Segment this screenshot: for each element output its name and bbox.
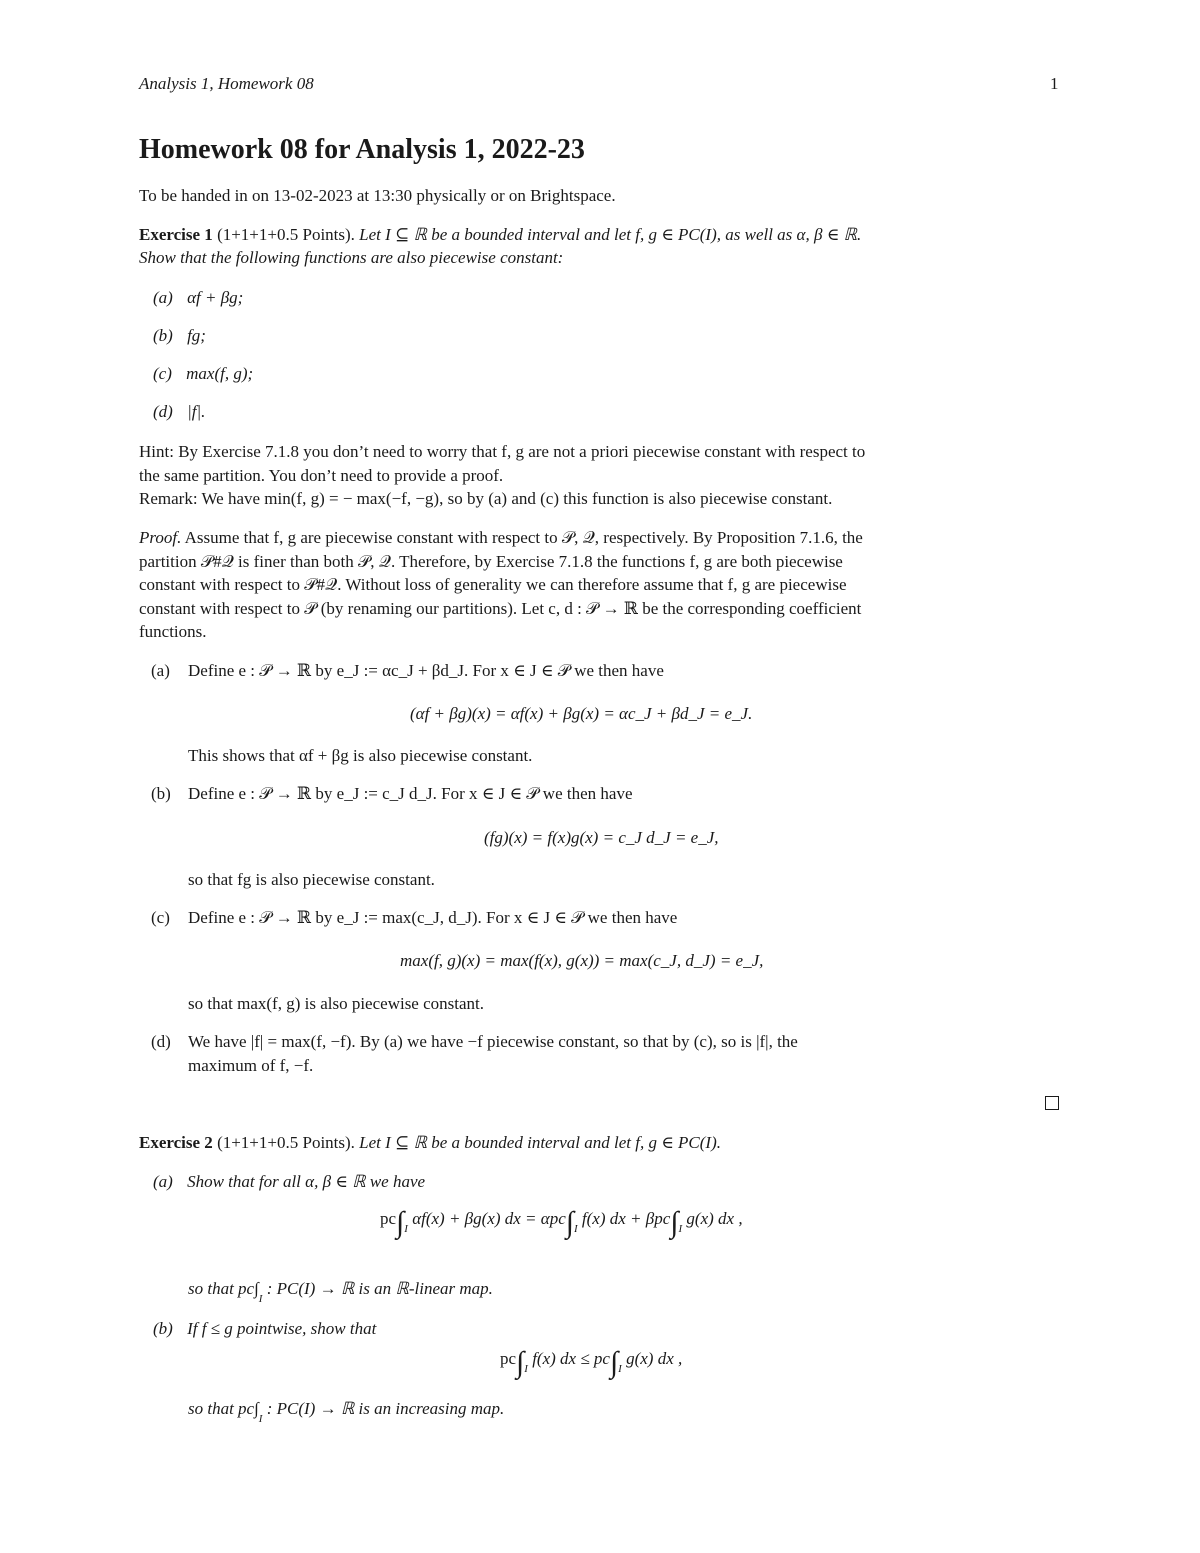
integral-domain: I xyxy=(678,1223,683,1235)
display-text: g(x) dx , xyxy=(686,1209,743,1228)
proof-item-c-label: (c) xyxy=(151,908,170,927)
after-text: : PC(I) → ℝ is an ℝ-linear map. xyxy=(266,1279,493,1298)
qed-square-icon xyxy=(1045,1096,1059,1110)
pc-text: pc xyxy=(380,1209,397,1228)
submission-note: To be handed in on 13-02-2023 at 13:30 physically or on Brightspace. xyxy=(139,186,616,205)
proof-line-2: partition 𝒫#𝒬 is finer than both 𝒫, 𝒬. Therefore, by Exercise 7.1.8 the functions f, g are both piecewise xyxy=(139,552,843,571)
integral-sign: ∫ xyxy=(396,1206,405,1239)
display-text: f(x) dx + βpc xyxy=(581,1209,671,1228)
exercise-2-b-after xyxy=(188,1399,504,1425)
item-label: (b) xyxy=(153,1319,173,1338)
proof-item-d-line2: maximum of f, −f. xyxy=(188,1056,314,1075)
display-text: g(x) dx , xyxy=(626,1349,683,1368)
display-text: f(x) dx ≤ pc xyxy=(532,1349,610,1368)
integral-sign: ∫ xyxy=(565,1206,574,1239)
proof-line-5: functions. xyxy=(139,622,207,641)
integral-domain: I xyxy=(524,1363,528,1375)
after-text: so that pc xyxy=(188,1399,255,1418)
exercise-1-item-b xyxy=(153,326,206,346)
running-head: Analysis 1, Homework 08 xyxy=(139,74,314,93)
integral-sign: ∫ xyxy=(670,1206,679,1239)
proof-line-1 xyxy=(139,528,863,548)
item-label: (c) xyxy=(153,364,172,383)
exercise-2-heading xyxy=(139,1133,721,1153)
proof-label: Proof. xyxy=(139,528,182,547)
proof-line-4: constant with respect to 𝒫 (by renaming our partitions). Let c, d : 𝒫 → ℝ be the corresponding coefficient xyxy=(139,599,862,618)
proof-item-b-after: so that fg is also piecewise constant. xyxy=(188,870,435,889)
exercise-2-label: Exercise 2 xyxy=(139,1133,213,1152)
integral-domain: I xyxy=(404,1223,408,1235)
exercise-1-item-a xyxy=(153,288,243,308)
hint-line-1: Hint: By Exercise 7.1.8 you don’t need to worry that f, g are not a priori piecewise constant with respect to xyxy=(139,442,866,461)
integral-domain: I xyxy=(258,1413,263,1425)
proof-item-a-after: This shows that αf + βg is also piecewise constant. xyxy=(188,746,533,765)
integral-sign: ∫ xyxy=(516,1346,525,1379)
integral-sign: ∫ xyxy=(609,1346,619,1379)
integral-domain: I xyxy=(618,1363,622,1375)
exercise-2-item-b xyxy=(153,1319,376,1339)
exercise-1-label: Exercise 1 xyxy=(139,225,213,244)
item-text: Show that for all α, β ∈ ℝ we have xyxy=(187,1172,426,1191)
item-text: fg; xyxy=(187,326,206,345)
proof-item-b-label: (b) xyxy=(151,784,171,803)
exercise-2-a-display xyxy=(380,1206,743,1240)
proof-line-3: constant with respect to 𝒫#𝒬. Without loss of generality we can therefore assume that f, g are piecewise xyxy=(139,575,847,594)
item-text: αf + βg; xyxy=(187,288,244,307)
proof-item-d-label: (d) xyxy=(151,1032,171,1051)
after-text: so that pc xyxy=(188,1279,255,1298)
proof-item-a-display: (αf + βg)(x) = αf(x) + βg(x) = αc_J + βd_J = e_J. xyxy=(410,704,753,723)
exercise-1-heading xyxy=(139,225,861,245)
exercise-2-item-a xyxy=(153,1172,425,1192)
item-label: (b) xyxy=(153,326,173,345)
exercise-1-statement-line1: Let I ⊆ ℝ be a bounded interval and let f, g ∈ PC(I), as well as α, β ∈ ℝ. xyxy=(359,225,862,244)
pc-text: pc xyxy=(500,1349,517,1368)
integral-sign: ∫ xyxy=(254,1399,259,1418)
exercise-1-statement-line2: Show that the following functions are also piecewise constant: xyxy=(139,248,564,267)
after-text: : PC(I) → ℝ is an increasing map. xyxy=(266,1399,505,1418)
remark: Remark: We have min(f, g) = − max(−f, −g), so by (a) and (c) this function is also piecewise constant. xyxy=(139,489,833,508)
proof-item-c-display: max(f, g)(x) = max(f(x), g(x)) = max(c_J, d_J) = e_J, xyxy=(400,951,764,970)
page-title: Homework 08 for Analysis 1, 2022-23 xyxy=(139,134,585,165)
hint-line-2: the same partition. You don’t need to provide a proof. xyxy=(139,466,504,485)
exercise-2-statement: Let I ⊆ ℝ be a bounded interval and let f, g ∈ PC(I). xyxy=(359,1133,721,1152)
exercise-2-a-after xyxy=(188,1279,493,1305)
integral-sign: ∫ xyxy=(254,1279,259,1298)
item-text: |f|. xyxy=(187,402,206,421)
integral-domain: I xyxy=(258,1293,263,1305)
page-number: 1 xyxy=(1050,74,1059,93)
proof-item-c-line1: Define e : 𝒫 → ℝ by e_J := max(c_J, d_J). For x ∈ J ∈ 𝒫 we then have xyxy=(188,908,678,927)
item-label: (a) xyxy=(153,1172,173,1191)
item-text: max(f, g); xyxy=(186,364,254,383)
item-label: (d) xyxy=(153,402,173,421)
proof-item-a-label: (a) xyxy=(151,661,170,680)
proof-item-a-line1: Define e : 𝒫 → ℝ by e_J := αc_J + βd_J. For x ∈ J ∈ 𝒫 we then have xyxy=(188,661,664,680)
proof-text: Assume that f, g are piecewise constant with respect to 𝒫, 𝒬, respectively. By Proposition 7.1.6, the xyxy=(184,528,863,547)
integral-domain: I xyxy=(573,1223,578,1235)
item-text: If f ≤ g pointwise, show that xyxy=(187,1319,377,1338)
exercise-1-points: (1+1+1+0.5 Points). xyxy=(217,225,355,244)
item-label: (a) xyxy=(153,288,173,307)
exercise-1-item-d xyxy=(153,402,205,422)
proof-item-b-display: (fg)(x) = f(x)g(x) = c_J d_J = e_J, xyxy=(484,828,719,847)
proof-item-d-line1: We have |f| = max(f, −f). By (a) we have −f piecewise constant, so that by (c), so is |f|, the xyxy=(188,1032,798,1051)
display-text: αf(x) + βg(x) dx = αpc xyxy=(412,1209,566,1228)
proof-item-b-line1: Define e : 𝒫 → ℝ by e_J := c_J d_J. For x ∈ J ∈ 𝒫 we then have xyxy=(188,784,633,803)
exercise-2-points: (1+1+1+0.5 Points). xyxy=(217,1133,355,1152)
proof-item-c-after: so that max(f, g) is also piecewise constant. xyxy=(188,994,485,1013)
exercise-2-b-display xyxy=(500,1346,682,1380)
exercise-1-item-c xyxy=(153,364,253,384)
